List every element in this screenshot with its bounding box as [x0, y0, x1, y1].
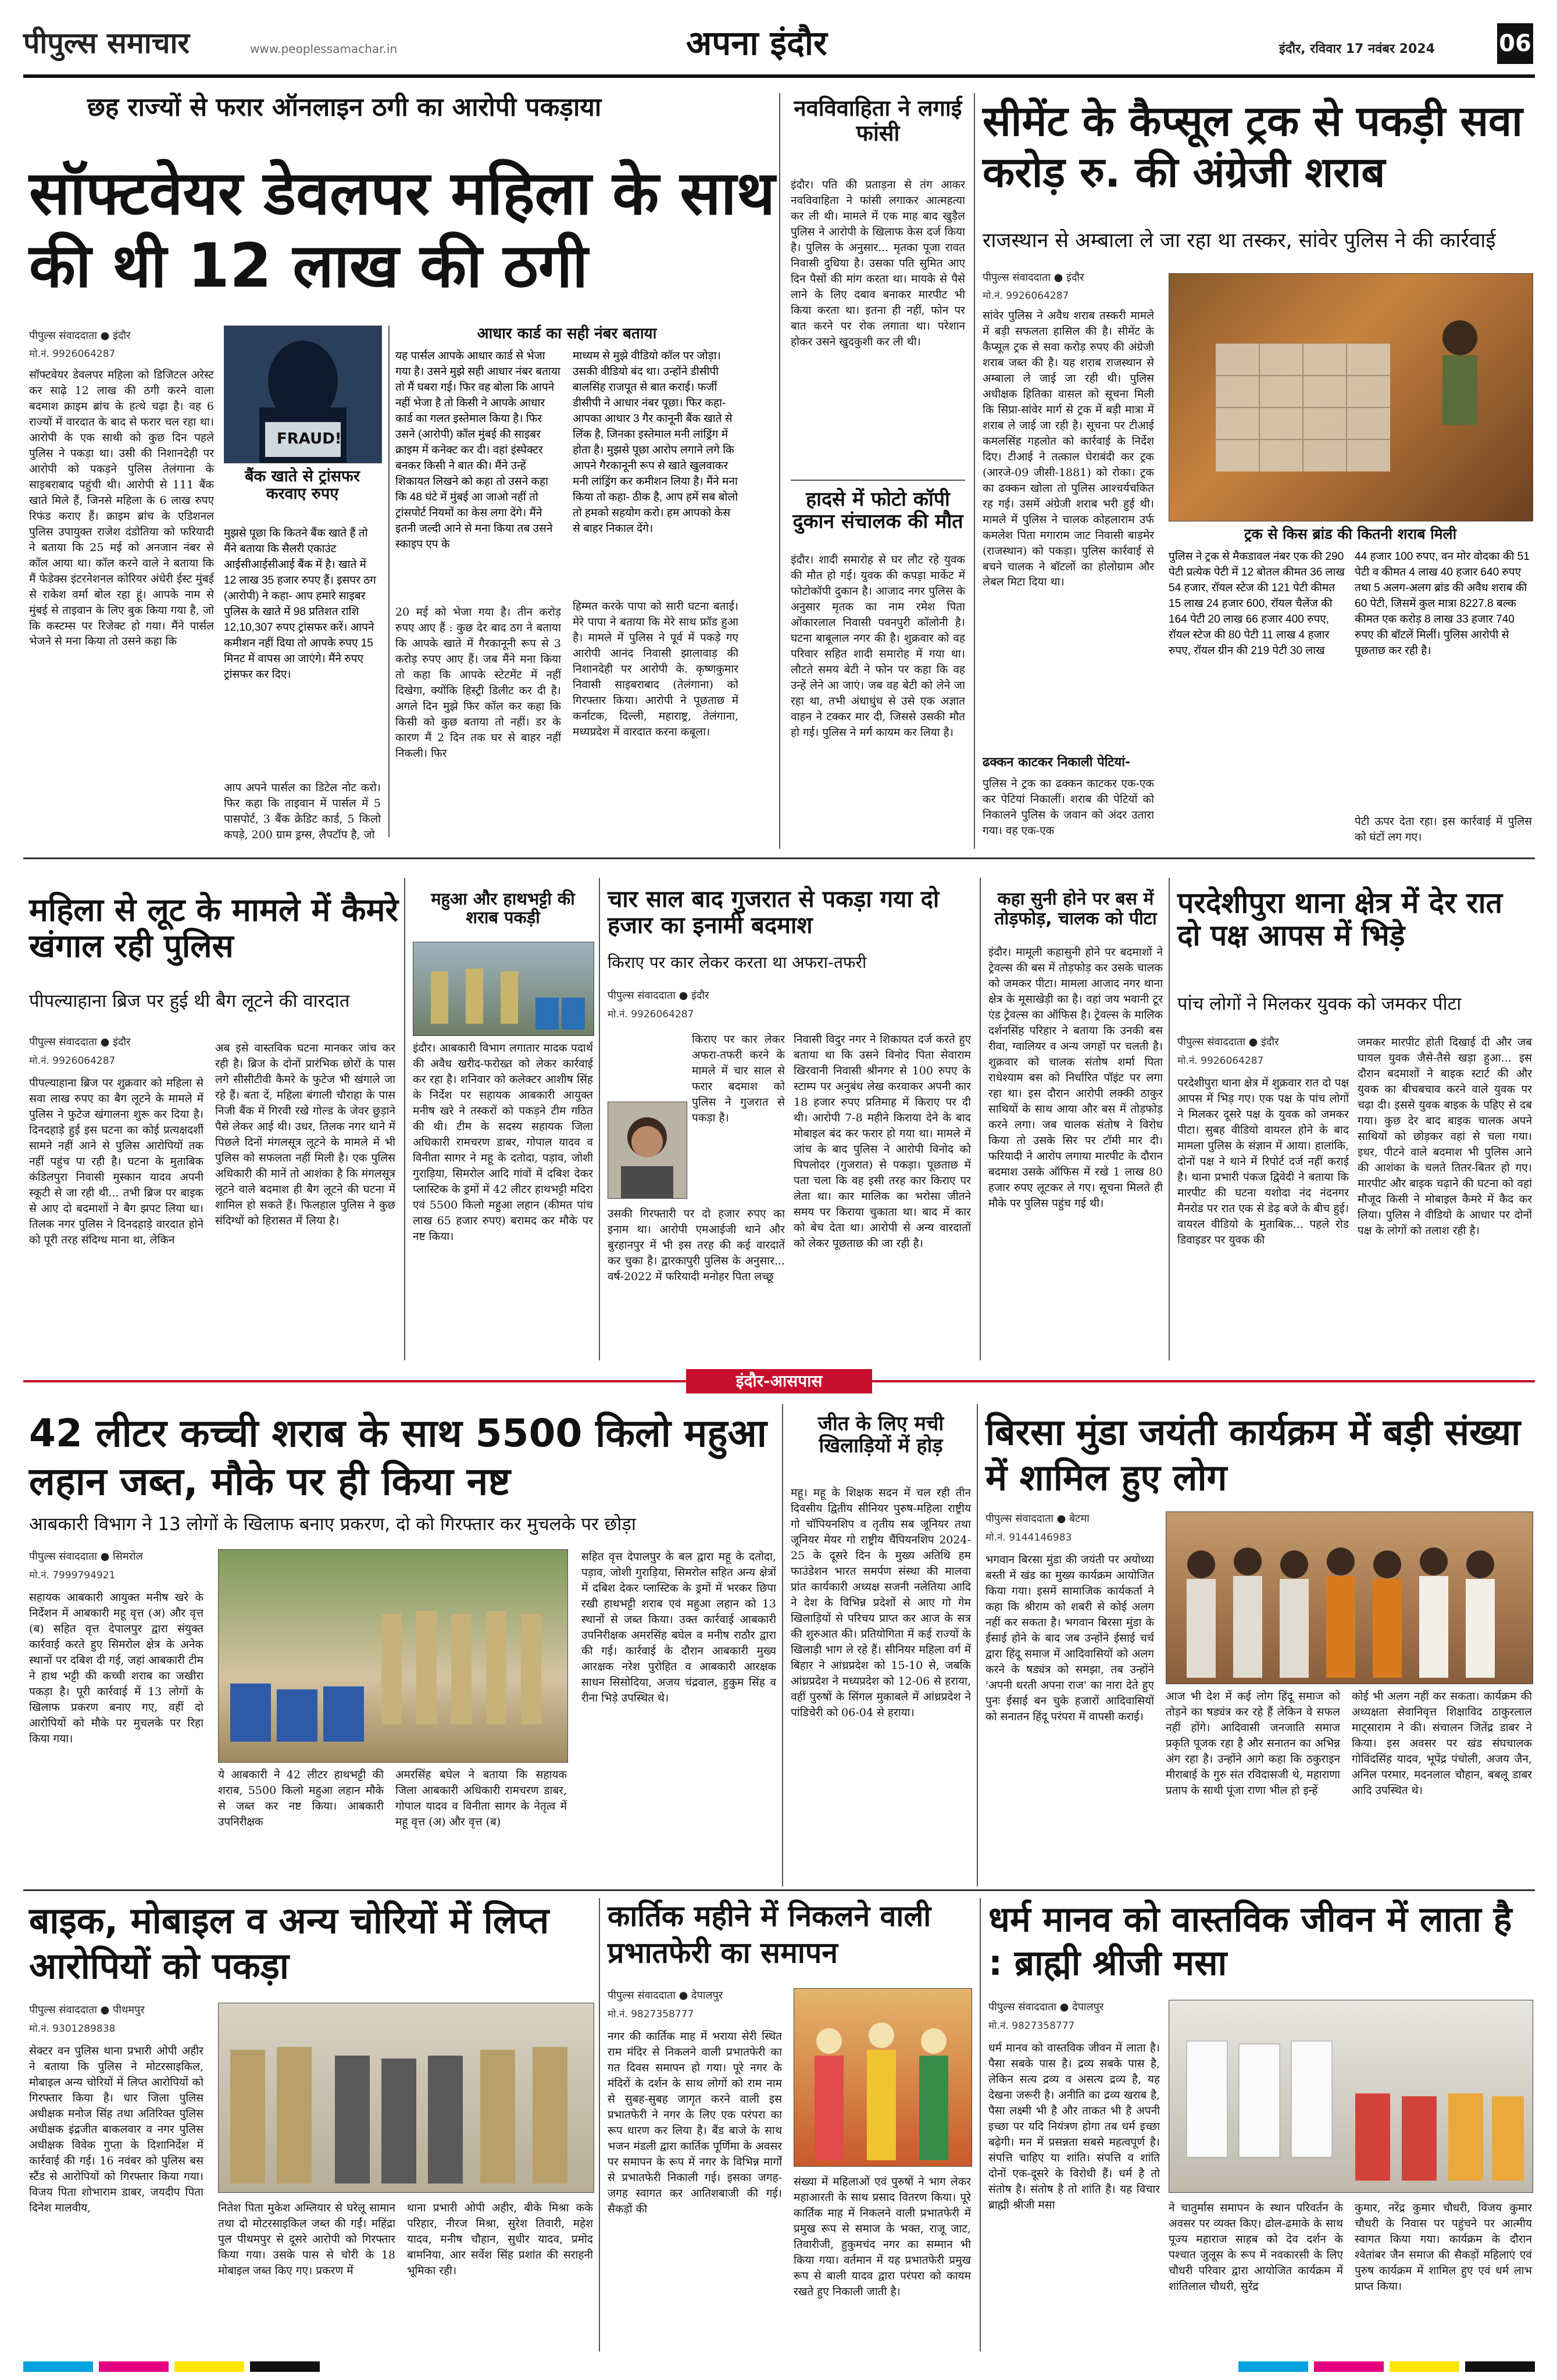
s10-mobile: मो.नं. 7999794921 — [29, 1570, 116, 1581]
black-swatch-right — [1465, 2361, 1535, 2372]
s15-column-1: धर्म मानव को वास्तविक जीवन में लाता है। पैसा सबके पास है। द्रव्य सबके पास है, लेकिन सत्य द्रव्य व असत्य द्रव्य है, यह देखना जरूरी है। अनीति का द्रव्य खराब है, पैसा लक्ष्मी भी है और ताकत भी है अपनी इच्छा पर यदि नियंत्रण होगा तब धर्म इच्छा बढ़ेगी। मन में प्रसन्नता सबसे महत्वपूर्ण है। संपत्ति चाहिए या शांति। संपत्ति व शांति दोनों एक-दूसरे के विरोधी हैं। धर्म है तो संतोष है। संतोष है तो शांति है। यह विचार ब्राह्मी श्रीजी मसा — [988, 2042, 1160, 2211]
s14-column-2: संख्या में महिलाओं एवं पुरुषों ने भाग लेकर महाआरती के साथ प्रसाद वितरण किया। पूरे कार्तिक माह में निकलने वाली प्रभातफेरी में प्रमुख रूप से समाज के भक्त, राजू जाट, तिवारीजी, हुकुमचंद नगर का सम्मान भी किया गया। वर्तमान में यह प्रभातफेरी प्रमुख रूप से बाली यादव द्वारा परंपरा को कायम रखते हुए निकाली जाती है। — [794, 2175, 971, 2298]
s11-text: महू। महू के शिक्षक सदन में चल रही तीन दिवसीय द्वितीय सीनियर पुरुष-महिला राष्ट्रीय गो चॉपियनशिप व तृतीय सब जूनियर तथा जूनियर मेयर गो राष्ट्रीय चैंपियनशिप 2024-25 के दूसरे दिन के मुख्य अतिथि हम फाउंडेशन भारत समर्पण संस्था की मालवा प्रांत कार्यकारी अध्यक्ष सजनी नलेतिया आदि ने देश के विभिन्न प्रदेशों से आए गो गेम खिलाड़ियों से परिचय प्राप्त कर आज के सत्र की शुरुआत की। प्रतियोगिता में कई राज्यों के खिलाड़ी भाग ले रहे हैं। सीनियर महिला वर्ग में बिहार ने आंध्रप्रदेश को 15-10 से, जबकि आंध्रप्रदेश ने मध्यप्रदेश को 12-06 से हराया, वहीं पुरुषों के सिंगल मुकाबले में आंध्रप्रदेश ने पांडिचेरी को 06-04 से हराया। — [791, 1486, 971, 1719]
fraud-label: FRAUD! — [277, 430, 342, 448]
s13-column-2: नितेश पिता मुकेश अम्लियार से घरेलू सामान तथा दो मोटरसाइकिल जब्त की गईं। महिंद्रा पुल पीथमपुर से दूसरे आरोपी को गिरफ्तार किया गया। उसके पास से चोरी के 18 मोबाइल जब्त किए गए। प्रकरण में — [218, 2202, 395, 2277]
yellow-swatch — [174, 2361, 244, 2372]
s15-mobile: मो.नं. 9827358777 — [988, 2020, 1075, 2032]
s13-photo — [218, 2003, 594, 2193]
s6-headline: महुआ और हाथभट्टी की शराब पकड़ी — [431, 889, 575, 928]
s1-sub1-title: बैंक खाते से ट्रांसफर करवाए रुपए — [245, 467, 360, 503]
s12-photo — [1166, 1511, 1533, 1684]
s13-mobile: मो.नं. 9301289838 — [29, 2023, 116, 2035]
section-band-label: इंदौर-आसपास — [686, 1369, 872, 1393]
s1-column-5b: हिम्मत करके पापा को सारी घटना बताई। मेरे पापा ने बताया कि मेरे साथ फ्रॉड हुआ है। मामले में पुलिस ने पूर्व में पकड़े गए आरोपी आनंद निवासी झालावाड़ की निशानदेही पर आरोपी के. कृष्णकुमार निवासी साइबराबाद (तेलंगाना) को गिरफ्तार किया। आरोपी ने पूछताछ में कर्नाटक, दिल्ली, महाराष्ट्र, तेलंगाना, मध्यप्रदेश में वारदात करना कबूला। — [573, 600, 738, 738]
vertical-rule-h — [977, 1404, 978, 1886]
black-swatch — [250, 2361, 320, 2372]
s5-column-2: अब इसे वास्तविक घटना मानकर जांच कर रही है। ब्रिज के दोनों प्रारंभिक छोरों के पास लगे सीसीटीवी कैमरे के फुटेज भी खंगाले जा रहे हैं। बता दें, महिला बंगाली चौराहा के पास निजी बैंक में गिरवी रखे गोल्ड के जेवर छुड़ाने पैसे लेकर आई थी। उधर, तिलक नगर थाने में पिछले दिनों मंगलसूत्र लूटने के मामले में भी पुलिस को सफलता नहीं मिली है। एक पुलिस अधिकारी की मानें तो आशंका है कि मंगलसूत्र लूटने वाले बदमाश ही बैग लूटने की घटना में शामिल हो सकते हैं। फिलहाल पुलिस ने कुछ संदिग्धों को हिरासत में लिया है। — [215, 1042, 395, 1227]
s9-byline: पीपुल्स संवाददाता ● इंदौर — [1177, 1036, 1279, 1048]
s2-text: इंदौर। पति की प्रताड़ना से तंग आकर नवविवाहिता ने फांसी लगाकर आत्महत्या कर ली थी। मामले में एक माह बाद खुड़ैल पुलिस ने आरोपी के खिलाफ केस दर्ज किया है। पुलिस के अनुसार... मृतका पूजा रावत निवासी दुधिया है। उसका पति सुमित आए दिन पैसों की मांग करता था। मायके से पैसे लाने के लिए दबाव बनाकर मारपीट भी किया करता था। इतना ही नहीं, फोन पर बात करने पर रोक लगाता था। परेशान होकर उसने खुदकुशी कर ली थी। — [791, 178, 965, 348]
s13-byline: पीपुल्स संवाददाता ● पीथमपुर — [29, 2004, 145, 2016]
s15-headline: धर्म मानव को वास्तविक जीवन में लाता है : ब्राह्मी श्रीजी मसा — [988, 1899, 1512, 1984]
s4-column-2: पुलिस ने ट्रक से मैकडावल नंबर एक की 290 पेटी प्रत्येक पेटी में 12 बोतल कीमत 36 लाख 54 हजार, रॉयल स्टेज की 121 पेटी कीमत 15 लाख 24 हजार 600, रॉयल चैलेंज की 164 पेटी 20 लाख 66 हजार 400 रुपए, रॉयल स्टेज की 80 पेटी 11 लाख 4 हजार रुपए, रॉयल ग्रीन की 219 पेटी 30 लाख — [1169, 551, 1345, 657]
s3-headline: हादसे में फोटो कॉपी दुकान संचालक की मौत — [792, 488, 963, 534]
page-number: 06 — [1497, 23, 1533, 64]
s2-headline: नवविवाहिता ने लगाई फांसी — [794, 95, 962, 146]
magenta-swatch-right — [1314, 2361, 1384, 2372]
s5-mobile: मो.नं. 9926064287 — [29, 1055, 116, 1067]
s1-byline: पीपुल्स संवाददाता ● इंदौर — [29, 330, 131, 342]
s15-column-3: कुमार, नरेंद्र कुमार चौधरी, विजय कुमार चौधरी के निवास पर पहुंचने पर आत्मीय स्वागत किया गया। कार्यक्रम के दौरान श्वेतांबर जैन समाज की सैकड़ों महिलाएं एवं पुरुष कार्यक्रम में शामिल हुए एवं धर्म लाभ प्राप्त किया। — [1355, 2202, 1532, 2293]
s4-column-4: पेटी ऊपर देता रहा। इस कार्रवाई में पुलिस को घंटों लग गए। — [1355, 815, 1532, 844]
s7-column-1b: उसकी गिरफ्तारी पर दो हजार रुपए का इनाम था। आरोपी एमआईजी थाने और बुरहानपुर में भी इस तरह की कई वारदातें कर चुका है। द्वारकापुरी पुलिस के अनुसार... वर्ष-2022 में फरियादी मनोहर पिता लच्छू — [608, 1207, 785, 1283]
s10-byline: पीपुल्स संवाददाता ● सिमरोल — [29, 1550, 143, 1563]
s4-mobile: मो.नं. 9926064287 — [983, 290, 1069, 302]
s14-headline: कार्तिक महीने में निकलने वाली प्रभातफेरी का समापन — [608, 1899, 931, 1970]
s7-column-2: निवासी विदुर नगर ने शिकायत दर्ज करते हुए बताया था कि उसने विनोद पिता सेवाराम खिरवानी निवासी श्रीनगर से 100 रुपए के स्टाम्प पर अनुबंध लेख करवाकर अपनी कार 18 हजार रुपए प्रतिमाह में किराए पर दी थी। आरोपी 7-8 महीने किराया देने के बाद मोबाइल बंद कर फरार हो गया था। मामले में जांच के बाद पुलिस ने आरोपी विनोद को पिपलोदर (गुजरात) से पकड़ा। पूछताछ में पता चला कि वह इसी तरह कार किराए पर लेता था। कार मालिक का भरोसा जीतने समय पर किराया चुकाता था। बाद में कार को बेच देता था। आरोपी से अन्य वारदातों को लेकर पूछताछ की जा रही है। — [794, 1033, 971, 1250]
s9-column-2: जमकर मारपीट होती दिखाई दी और जब घायल युवक जैसे-तैसे खड़ा हुआ... इस दौरान बदमाशों ने बाइक स्टार्ट की और युवक का बीचबचाव करने वाले युवक पर चढ़ा दी। इससे युवक बाइक के पहिए से दब गया। कुछ देर बाद बाइक चालक अपने साथियों को छोड़कर वहां से चला गया। इधर, पीटने वाले बदमाश भी पुलिस आने की आशंका के चलते तितर-बितर हो गए। मारपीट और बाइक चढ़ाने की घटना को वहां मौजूद किसी ने मोबाइल कैमरे में कैद कर लिया। पुलिस ने वीडियो के आधार पर दोनों पक्ष के लोगों को तलाश रही है। — [1358, 1036, 1532, 1237]
cyan-swatch — [23, 2361, 93, 2372]
s2-rule — [791, 480, 965, 481]
s1-sub2-title: आधार कार्ड का सही नंबर बताया — [477, 325, 657, 342]
s5-byline: पीपुल्स संवाददाता ● इंदौर — [29, 1036, 131, 1048]
s9-headline: परदेशीपुरा थाना क्षेत्र में देर रात दो पक्ष आपस में भिड़े — [1177, 886, 1503, 952]
s9-mobile: मो.नं. 9926064287 — [1177, 1055, 1264, 1067]
s12-column-2: आज भी देश में कई लोग हिंदू समाज को तोड़ने का षड्यंत्र कर रहे हैं लेकिन वे सफल नहीं होंगे। आदिवासी जनजाति समाज प्रकृति पूजक रहा है और सनातन का अभिन्न अंग रहा है। उन्होंने आगे कहा कि ठकुराइन मीराबाई के गुरु संत रविदासजी थे, महाराणा प्रताप के साथी पूंजा राणा भील हो इन्हें — [1166, 1690, 1340, 1797]
s4-deck: राजस्थान से अम्बाला ले जा रहा था तस्कर, सांवेर पुलिस ने की कार्रवाई — [983, 229, 1496, 252]
s4-truck-photo — [1169, 273, 1533, 521]
s5-deck: पीपल्याहाना ब्रिज पर हुई थी बैग लूटने की वारदात — [29, 991, 350, 1012]
cyan-swatch-right — [1238, 2361, 1308, 2372]
liquor-crates-icon — [1169, 274, 1533, 521]
s10-deck: आबकारी विभाग ने 13 लोगों के खिलाफ बनाए प्रकरण, दो को गिरफ्तार कर मुचलके पर छोड़ा — [29, 1514, 636, 1535]
s1-sub2-text: यह पार्सल आपके आधार कार्ड से भेजा गया है। उसने मुझे सही आधार नंबर बताया तो मैं घबरा गई। फिर वह बोला कि आपने नहीं भेजा है तो किसी ने आपके आधार कार्ड का गलत इस्तेमाल किया है। फिर उसने (आरोपी) कॉल मुंबई की साइबर क्राइम में कनेक्ट कर दी। वहां इंस्पेक्टर बनकर किसी ने बात की। मैंने उन्हें शिकायत लिखने को कहा तो उसने कहा कि 48 घंटे में मुंबई आ जाओ नहीं तो ट्रांसपोर्ट नियमों का केस लगा देंगे। मैंने इतनी जल्दी आने से मना किया तब उसने स्काइप एप के — [395, 350, 560, 551]
s4-byline: पीपुल्स संवाददाता ● इंदौर — [983, 271, 1084, 284]
dateline: इंदौर, रविवार 17 नवंबर 2024 — [1279, 42, 1435, 56]
procession-icon — [794, 1989, 972, 2166]
s8-headline: कहा सुनी होने पर बस में तोड़फोड़, चालक को पीटा — [994, 889, 1157, 929]
yellow-swatch-right — [1390, 2361, 1459, 2372]
s10-column-3: सहित वृत्त देपालपुर के बल द्वारा महू के दतोदा, पड़ाव, जोशी गुराड़िया, सिमरोल सहित अन्य क्षेत्रों में दबिश देकर प्लास्टिक के ड्रमों में भरकर छिपा रखी हाथभट्टी शराब एवं महुआ लहान को 13 स्थानों से जब्त किया। उक्त कार्रवाई आबकारी उपनिरीक्षक अमरसिंह बघेल व मनीष राठौर द्वारा की गई। कार्रवाई के दौरान आबकारी मुख्य आरक्षक नरेश पुरोहित व आबकारी आरक्षक साधन सिसोदिया, अजय चंद्रवाल, हुकुम सिंह व रीना भिड़े उपस्थित थे। — [581, 1550, 776, 1704]
s15-byline: पीपुल्स संवाददाता ● देपालपुर — [988, 2001, 1104, 2013]
vertical-rule-c — [404, 878, 405, 1360]
vertical-rule-j — [980, 1898, 981, 2352]
s1-column-5a: माध्यम से मुझे वीडियो कॉल पर जोड़ा। उसकी वीडियो बंद था। उन्होंने डीसीपी बालसिंह राजपूत से बात कराई। फर्जी डीसीपी ने आधार नंबर पूछा। फिर कहा- आपका आधार 3 गैर कानूनी बैंक खाते से लिंक है, जिनका इस्तेमाल मनी लांड्रिंग में होता है। मुझसे पूछा आरोप लगाने लगे कि आपने गैरकानूनी रूप से खाते खुलवाकर मनी लांड्रिंग कर कमीशन लिया है। मैंने मना किया तो कहा- ठीक है, आप हमें सब बोलो तो हमको सहयोग करो। हम आपको केस से बाहर निकाल देंगे। — [573, 350, 738, 535]
s4-sub-title: ढक्कन काटकर निकाली पेटियां- — [983, 755, 1131, 770]
s13-column-1: सेक्टर वन पुलिस थाना प्रभारी ओपी अहीर ने बताया कि पुलिस ने मोटरसाइकिल, मोबाइल अन्य चोरियों में लिप्त आरोपियों को गिरफ्तार किया है। धार जिला पुलिस अधीक्षक मनोज सिंह तथा अतिरिक्त पुलिस अधीक्षक इंद्रजीत बाकलवार व नगर पुलिस अधीक्षक विवेक गुप्ता के दिशानिर्देश में कार्रवाई की गई। 16 नवंबर को पुलिस बस स्टैंड से आरोपियों को गिरफ्तार किया गया। विजय पिता शोभाराम डाबर, जयदीप पिता दिनेश मालवीय, — [29, 2045, 203, 2214]
s12-headline: बिरसा मुंडा जयंती कार्यक्रम में बड़ी संख्या में शामिल हुए लोग — [985, 1411, 1521, 1499]
vertical-rule-g — [782, 1404, 783, 1886]
horizontal-rule-2 — [23, 1889, 1535, 1891]
portrait-icon — [608, 1102, 687, 1198]
s14-photo — [794, 1988, 972, 2167]
brand-logo: पीपुल्स समाचार — [23, 26, 190, 60]
vertical-rule-a — [779, 93, 780, 849]
section-band — [23, 1369, 1535, 1393]
s13-headline: बाइक, मोबाइल व अन्य चोरियों में लिप्त आरोपियों को पकड़ा — [29, 1899, 549, 1987]
vertical-rule-f — [1169, 878, 1170, 1360]
s10-photo — [218, 1549, 568, 1763]
s12-column-3: कोई भी अलग नहीं कर सकता। कार्यक्रम की अध्यक्षता सेवानिवृत्त शिक्षाविद ठाकुरलाल माट्साराम ने की। संचालन जितेंद्र डाबर ने किया। इस अवसर पर खंड संघचालक गोविंदसिंह यादव, भूपेंद्र पंचोली, अजय जैन, अनिल परमार, मदनलाल चौहान, बबलू डाबर आदि उपस्थित थे। — [1352, 1690, 1532, 1797]
s1-headline: सॉफ्टवेयर डेवलपर महिला के साथ की थी 12 लाख की ठगी — [29, 158, 776, 301]
s7-deck: किराए पर कार लेकर करता था अफरा-तफरी — [608, 953, 867, 972]
s14-mobile: मो.नं. 9827358777 — [608, 2009, 694, 2020]
vertical-rule-d — [599, 878, 600, 1360]
s1-sub1-text: मुझसे पूछा कि कितने बैंक खाते हैं तो मैंने बताया कि सैलरी एकाउंट आईसीआईसीआई बैंक में है। खाते में 12 लाख 35 हजार रुपए हैं। इसपर ठग (आरोपी) ने कहा- आप हमारे साइबर पुलिस के खाते में 98 प्रतिशत राशि 12,10,307 रुपए ट्रांसफर करें। आपने कमीशन नहीं दिया तो आपके रुपए 15 मिनट में वापस आ जाएंगे। मैंने रुपए ट्रांसफर कर दिए। — [224, 527, 376, 681]
s1-rule-1 — [388, 326, 390, 837]
print-color-bar — [23, 2361, 1535, 2372]
s7-column-1a: किराए पर कार लेकर अफरा-तफरी करने के मामले में चार साल से फरार बदमाश को पुलिस ने गुजरात से पकड़ा है। — [692, 1033, 785, 1124]
vertical-rule-i — [599, 1898, 600, 2352]
s4-headline: सीमेंट के कैप्सूल ट्रक से पकड़ी सवा करोड़ रु. की अंग्रेजी शराब — [983, 97, 1523, 196]
s9-column-1: परदेशीपुरा थाना क्षेत्र में शुक्रवार रात दो पक्ष आपस में भिड़ गए। एक पक्ष के पांच लोगों ने मिलकर दूसरे पक्ष के युवक को जमकर पीटा। सुबह वीडियो वायरल होने के बाद मामला पुलिस के संज्ञान में आया। हालांकि, दोनों पक्ष ने थाने में रिपोर्ट दर्ज नहीं कराई है। थाना प्रभारी पंकज द्विवेदी ने बताया कि मारपीट की घटना यशोदा नंद नंदनगर मैनरोड पर रात एक से डेढ़ बजे के बीच हुई। वायरल वीडियो के मुताबिक... पहले रोड डिवाइडर पर युवक की — [1177, 1077, 1349, 1246]
s1-column-4b: 20 मई को भेजा गया है। तीन करोड़ रुपए आए हैं : कुछ देर बाद ठग ने बताया कि आपके खाते में गैरकानूनी रूप से 3 करोड़ रुपए आए हैं। जब मैंने मना किया तो कहा कि आपके स्टेटमेंट में नहीं दिखेगा, क्योंकि हिस्ट्री डिलीट कर दी है। अगले दिन मुझे फिर कॉल कर कहा कि किसी को कुछ बताया तो नहीं। डर के कारण मैं 2 दिन तक घर से बाहर नहीं निकली। फिर — [395, 606, 561, 760]
s3-text: इंदौर। शादी समारोह से घर लौट रहे युवक की मौत हो गई। युवक की कपड़ा मार्केट में फोटोकॉपी दुकान है। आजाद नगर पुलिस के अनुसार मृतक का नाम रमेश पिता ओंकारलाल निवासी पवनपुरी कॉलोनी है। घटना बाबूलाल नगर की है। शुक्रवार को वह परिवार सहित शादी समारोह में गया था। लौटते समय बेटी ने फोन पर कहा कि वह उन्हें लेने आ जाएं। जब वह बेटी को लेने जा रहा था, तभी अंधाधुंध से उसे एक अज्ञात वाहन ने टक्कर मार दी, जिससे उसकी मौत हो गई। पुलिस ने मर्ग कायम कर लिया है। — [791, 553, 965, 739]
s8-text: इंदौर। मामूली कहासुनी होने पर बदमाशों ने ट्रेवल्स की बस में तोड़फोड़ कर उसके चालक को जमकर पीटा। मामला आजाद नगर थाना क्षेत्र के मूसाखेड़ी का है। वहां जय भवानी टूर एंड ट्रेवल्स का ऑफिस है। ट्रेवल्स के मालिक दर्शनसिंह परिहार ने बताया कि उनकी बस रीवा, ग्वालियर व अन्य जगहों पर चलती है। शुक्रवार को चालक संतोष शर्मा पिता राधेश्याम बस को निर्धारित पॉइंट पर लगा रहा था। इस दौरान आरोपी लक्की ठाकुर साथियों के साथ आया और बस में तोड़फोड़ करने लगा। जब चालक संतोष ने विरोध किया तो उसके सिर पर टॉमी मार दी। फरियादी ने आरोप लगाया मारपीट के दौरान बदमाश उसके ऑफिस में रखे 1 लाख 80 हजार रुपए लूटकर ले गए। सूचना मिलते ही मौके पर पुलिस पहुंच गई थी। — [988, 946, 1163, 1210]
s1-kicker: छह राज्यों से फरार ऑनलाइन ठगी का आरोपी पकड़ाया — [87, 92, 602, 122]
s7-mobile: मो.नं. 9926064287 — [608, 1009, 694, 1020]
horizontal-rule-1 — [23, 857, 1535, 859]
crowd-gathering-icon — [1166, 1512, 1533, 1684]
s6-text: इंदौर। आबकारी विभाग लगातार मादक पदार्थ की अवैध खरीद-फरोख्त को लेकर कार्रवाई कर रहा है। शनिवार को कलेक्टर आशीष सिंह के निर्देश पर सहायक आबकारी आयुक्त मनीष खरे ने तस्करों को पकड़ने टीम गठित की थी। टीम के सदस्य सहायक जिला अधिकारी रामचरण डाबर, गोपाल यादव व विनीता सागर ने महू के दतोदा, पड़ाव, जोशी गुराड़िया, सिमरोल आदि गांवों में दबिश देकर प्लास्टिक के ड्रमों में 42 लीटर हाथभट्टी मदिरा एवं 5500 किलो महुआ लहान (कीमत पांच लाख 65 हजार रुपए) बरामद कर मौके पर नष्ट किया। — [413, 1042, 593, 1243]
s1-column-1: सॉफ्टवेयर डेवलपर महिला को डिजिटल अरेस्ट कर साढ़े 12 लाख की ठगी करने वाला बदमाश क्राइम ब्रांच के हत्थे चढ़ा है। वह 6 राज्यों में वारदात के बाद से फरार चल रहा था। आरोपी के एक साथी को कुछ दिन पहले पुलिस ने पकड़ा था। उसी की निशानदेही पर आरोपी को पकड़ने पुलिस तेलंगाना के साइबराबाद पहुंची थी। आरोपी से 111 बैंक खाते मिले हैं, जिनसे महिला के 6 लाख रुपए रिफंड कराए हैं। क्राइम ब्रांच के एडिशनल पुलिस उपायुक्त राजेश दंडोतिया को फरियादी ने बताया कि 25 मई को अनजान नंबर से कॉल आया था। कॉल करने वाले ने बताया कि मैं फेडेक्स इंटरनेशनल कोरियर अंधेरी ईस्ट मुंबई से राकेश वर्मा बोल रहा हूं। आपके नाम से मुंबई से ताइवान के लिए बुक किया गया है, जो कि कस्टम्स पर रिजेक्ट हो गया। मैंने पार्सल भेजने से मना किया तो उसने कहा कि — [29, 369, 214, 648]
s12-column-1: भगवान बिरसा मुंडा की जयंती पर अयोध्या बस्ती में खंड का मुख्य कार्यक्रम आयोजित किया गया। इसमें सामाजिक कार्यकर्ता ने कहा कि श्रीराम को शबरी से कोई अलग नहीं कर सकता है। भगवान बिरसा मुंडा के ईसाई होने के बाद जब उन्होंने ईसाई चर्च द्वारा हिंदू समाज में आदिवासियों को अलग करने के षड्यंत्र को समझा, तब उन्होंने 'अपनी धरती अपना राज' का नारा देते हुए पुनः ईसाई बन चुके हजारों आदिवासियों को सनातन हिंदू परंपरा में वापसी कराई। — [985, 1553, 1154, 1723]
s13-column-3: थाना प्रभारी ओपी अहीर, बीके मिश्रा कके परिहार, नीरज मिश्रा, सुरेश तिवारी, महेश यादव, मनीष चौहान, सुधीर यादव, प्रमोद बामनिया, आर सर्वेश सिंह प्रशांत की सराहनी भूमिका रही। — [407, 2202, 593, 2277]
brand-url[interactable]: www.peoplessamachar.in — [250, 42, 398, 56]
s5-headline: महिला से लूट के मामले में कैमरे खंगाल रही पुलिस — [29, 891, 399, 964]
s9-deck: पांच लोगों ने मिलकर युवक को जमकर पीटा — [1177, 994, 1462, 1014]
arrested-accused-icon — [219, 2003, 594, 2192]
s10-photo-caption: ये आबकारी ने 42 लीटर हाथभट्टी की शराब, 5500 किलो महुआ लहान मौके से जब्त कर नष्ट किया। आबकारी उपनिरीक्षक — [218, 1768, 384, 1828]
masthead — [23, 17, 1535, 76]
s12-mobile: मो.नं. 9144146983 — [985, 1532, 1072, 1543]
vertical-rule-b — [974, 93, 975, 849]
s15-photo — [1169, 2000, 1533, 2193]
magenta-swatch — [99, 2361, 169, 2372]
s1-column-3: आप अपने पार्सल का डिटेल नोट करो। फिर कहा कि ताइवान में पार्सल में 5 पासपोर्ट, 3 बैंक क्रेडिट कार्ड, 5 किलो कपड़े, 200 ग्राम ड्रग्स, लैपटॉप है, जो — [224, 781, 381, 841]
s14-byline: पीपुल्स संवाददाता ● देपालपुर — [608, 1989, 723, 2002]
s14-column-1: नगर की कार्तिक माह में भराया सेरी स्थित राम मंदिर से निकलने वाली प्रभातफेरी का गत दिवस समापन हो गया। पूरे नगर के मंदिरों के दर्शन के साथ लोगों को राम नाम से सुबह-सुबह जागृत करने वाली इस प्रभातफेरी ने नगर के लिए एक परंपरा का रूप धारण कर लिया है। बैंड बाजे के साथ भजन मंडली द्वारा कार्तिक पूर्णिमा के अवसर पर समापन के रूप में नगर के विभिन्न मार्गों से प्रभातफेरी निकाली गई। इसका जगह-जगह स्वागत कर आतिशबाजी की गई। सैकड़ों की — [608, 2030, 782, 2215]
excise-raid-icon — [219, 1550, 567, 1762]
s10-column-2: अमरसिंह बघेल ने बताया कि सहायक जिला आबकारी अधिकारी रामचरण डाबर, गोपाल यादव व विनीता सागर के नेतृत्व में महू वृत्त (अ) और वृत्त (ब) — [395, 1768, 567, 1828]
vertical-rule-e — [980, 878, 981, 1360]
s1-sub2-box — [395, 326, 738, 349]
s12-byline: पीपुल्स संवाददाता ● बेटमा — [985, 1513, 1090, 1525]
s4-column-3: 44 हजार 100 रुपए, वन मोर वोदका की 51 पेटी व कीमत 4 लाख 40 हजार 640 रुपए तथा 5 अलग-अलग ब्रांड की अवैध शराब की 60 पेटी, जिसमें कुल मात्रा 8227.8 बल्क कीमत एक करोड़ 8 लाख 33 हजार 740 रुपए की बॉटलें मिलीं। पुलिस आरोपी से पूछताछ कर रही है। — [1355, 551, 1530, 657]
s15-column-2: ने चातुर्मास समापन के स्थान परिवर्तन के अवसर पर व्यक्त किए। ढोल-ढमाके के साथ पूज्य महाराज साहब को देव दर्शन के पश्चात जुलूस के रूप में नवकारसी के लिए चौधरी परिवार द्वारा आयोजित कार्यक्रम में शांतिलाल चौधरी, सुरेंद्र — [1169, 2202, 1343, 2293]
s7-accused-photo — [608, 1102, 687, 1199]
s1-mobile: मो.नं. 9926064287 — [29, 348, 116, 360]
s5-column-1: पीपल्याहाना ब्रिज पर शुक्रवार को महिला से सवा लाख रुपए का बैग लूटने के मामले में पुलिस ने फुटेज खंगालना शुरू कर दिया है। दिनदहाड़े हुई इस घटना का कोई प्रत्यक्षदर्शी सामने नहीं आने से पुलिस आरोपियों तक नहीं पहुंच पा रही है। घटना के मुताबिक कंडिलपुरा निवासी मुस्कान यादव अपनी स्कूटी से जा रही थी... तभी ब्रिज पर बाइक से आए दो बदमाशों ने बैग झपट लिया था। तिलक नगर पुलिस ने दिनदहाड़े वारदात होने को पूरी तरह संदिग्ध माना था, लेकिन — [29, 1077, 203, 1246]
header-rule — [23, 74, 1535, 78]
s11-headline: जीत के लिए मची खिलाड़ियों में होड़ — [817, 1412, 944, 1458]
police-team-icon — [413, 942, 594, 1035]
s10-column-1: सहायक आबकारी आयुक्त मनीष खरे के निर्देशन में आबकारी महू वृत्त (अ) और वृत्त (ब) सहित वृत्त देपालपुर द्वारा संयुक्त कार्रवाई करते हुए सिमरोल क्षेत्र के अनेक स्थानों पर दबिश दी गई, जहां आबकारी टीम ने हाथ भट्टी की कच्ची शराब का जखीरा पकड़ा है। पूरी कार्रवाई में 13 लोगों के खिलाफ प्रकरण बनाए गए, वहीं दो आरोपियों को मौके पर मुचलके पर रिहा किया गया। — [29, 1591, 203, 1745]
religious-gathering-icon — [1169, 2000, 1533, 2192]
s7-byline: पीपुल्स संवाददाता ● इंदौर — [608, 989, 709, 1002]
s7-headline: चार साल बाद गुजरात से पकड़ा गया दो हजार का इनामी बदमाश — [608, 886, 940, 939]
s1-fraud-illustration — [224, 326, 382, 463]
section-title: अपना इंदौर — [686, 23, 827, 63]
s10-headline: 42 लीटर कच्ची शराब के साथ 5500 किलो महुआ लहान जब्त, मौके पर ही किया नष्ट — [29, 1411, 767, 1504]
s4-column-1: सांवेर पुलिस ने अवैध शराब तस्करी मामले में बड़ी सफलता हासिल की है। सीमेंट के कैप्सूल ट्रक से सवा करोड़ रुपए की अंग्रेजी शराब जब्त की है। यह शराब राजस्थान से अम्बाला ले जाई जा रही थी। पुलिस अधीक्षक हितिका वासल को सूचना मिली कि सिप्रा-सांवेर मार्ग से ट्रक में बड़ी मात्रा में शराब ले जाई जा रही है। सूचना पर टीआई कमलसिंह गहलोत को कार्रवाई के निर्देश दिए। टीआई ने तत्काल घेराबंदी कर ट्रक (आरजे-09 जीसी-1881) को रोका। ट्रक का ढक्कन खोला तो पुलिस आश्चर्यचकित रह गई। उसमें अंग्रेजी शराब भरी हुई थी। मामले में पुलिस ने चालक कोहलाराम उर्फ कमलेश पिता मगाराम जाट निवासी बाड़मेर (राजस्थान) को पकड़ा। पुलिस कार्रवाई से बचने चालक ने बॉटलों का होलोग्राम और लेबल मिटा दिया था। — [983, 309, 1154, 589]
s4-photo-caption: ट्रक से किस ब्रांड की कितनी शराब मिली — [1244, 526, 1457, 542]
s4-sub-text: पुलिस ने ट्रक का ढक्कन काटकर एक-एक कर पेटियां निकालीं। शराब की पेटियों को निकालने पुलिस के जवान को अंदर उतारा गया। वह एक-एक — [983, 777, 1154, 837]
s6-photo — [413, 942, 594, 1036]
